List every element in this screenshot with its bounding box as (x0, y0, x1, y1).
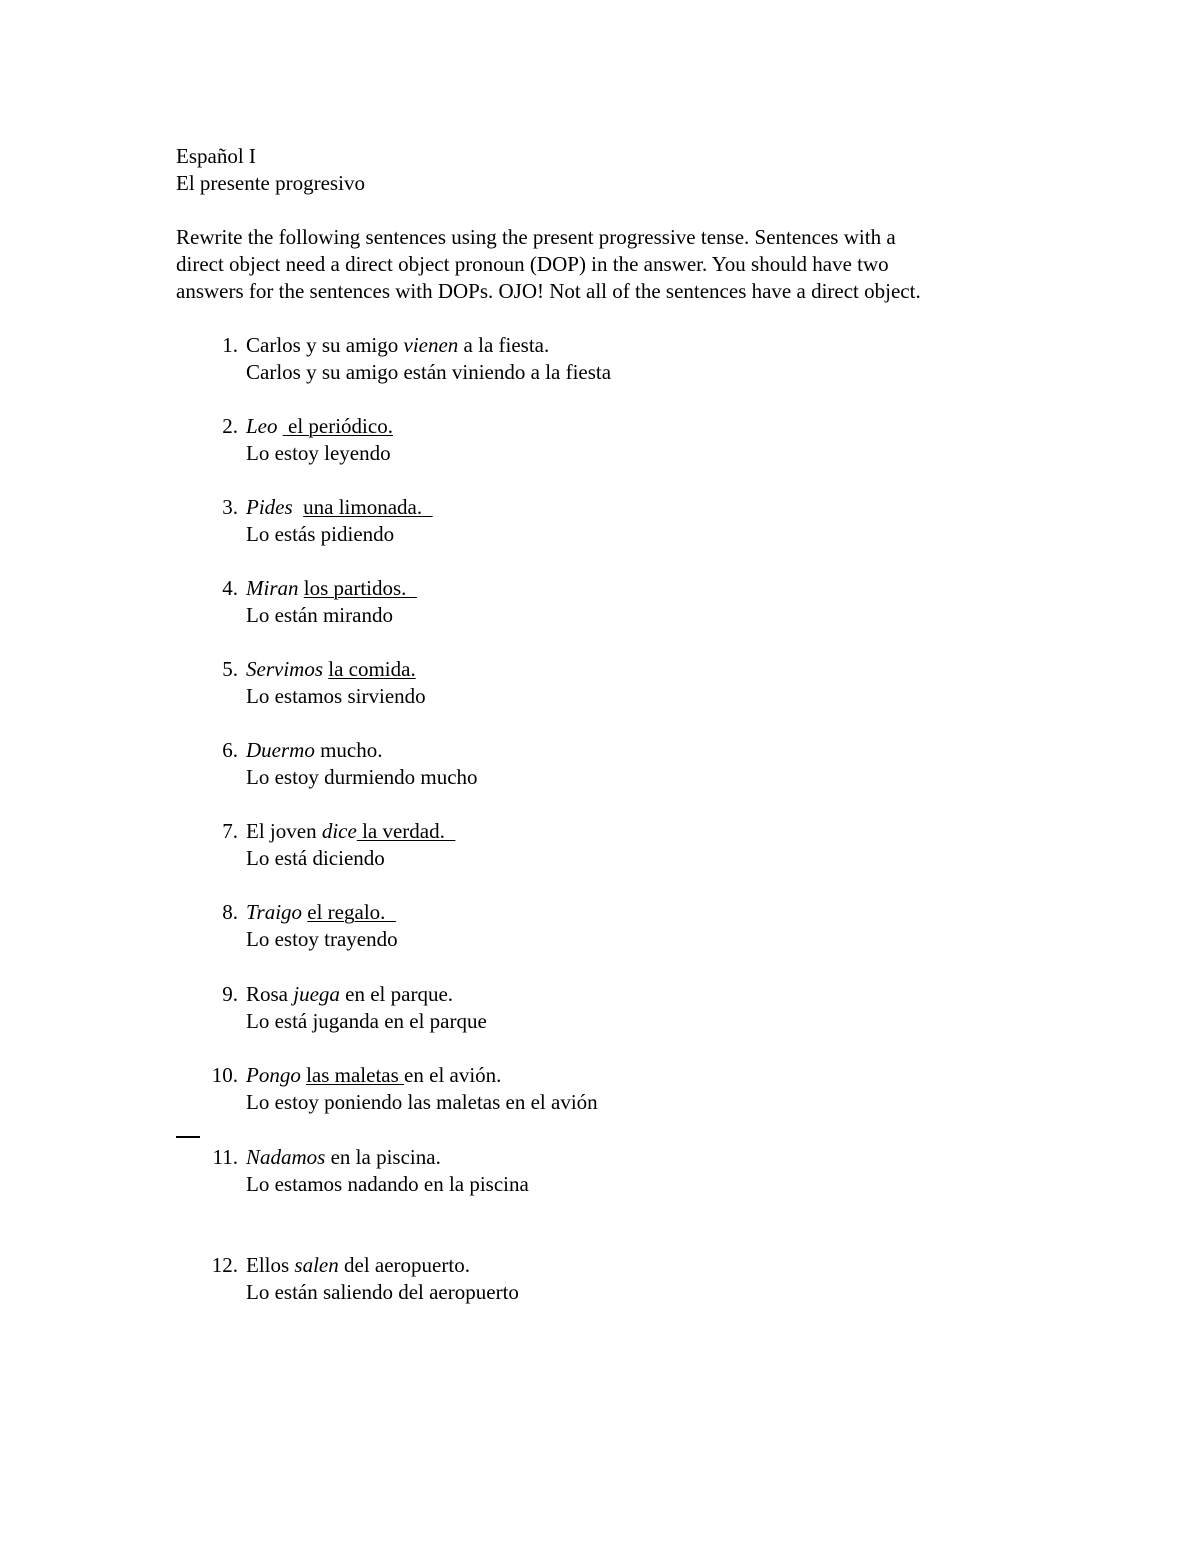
topic-title: El presente progresivo (176, 171, 365, 195)
instructions-line-2: direct object need a direct object pronoun (DOP) in the answer. You should have two (176, 252, 889, 276)
item-sentence (246, 1144, 441, 1171)
item-verb: Pides (246, 495, 293, 519)
item-number: 1. (222, 333, 238, 357)
item-sentence (246, 737, 382, 764)
item-object: la verdad. (356, 819, 456, 843)
item-object: una limonada. (303, 495, 433, 519)
item-verb: dice (321, 819, 357, 843)
item-post: en la piscina. (330, 1145, 441, 1169)
item-sentence (246, 1062, 501, 1089)
item-sentence (246, 494, 433, 521)
item-pre: Carlos y su amigo (246, 333, 404, 357)
item-number: 4. (222, 576, 238, 600)
item-pre: Rosa (246, 982, 294, 1006)
item-number: 8. (222, 900, 238, 924)
item-verb: salen (294, 1253, 339, 1277)
item-answer: Lo están mirando (246, 603, 393, 627)
course-title: Español I (176, 144, 256, 168)
item-verb: Miran (246, 576, 299, 600)
item-sentence (246, 656, 416, 683)
item-object: las maletas (306, 1063, 405, 1087)
item-sentence (246, 981, 453, 1008)
item-answer: Lo está diciendo (246, 846, 385, 870)
item-number: 2. (222, 414, 238, 438)
item-verb: Duermo (246, 738, 315, 762)
item-post: mucho. (320, 738, 383, 762)
margin-dash-mark (176, 1136, 200, 1138)
item-sentence (246, 332, 549, 359)
item-verb: juega (293, 982, 340, 1006)
item-sentence (246, 575, 417, 602)
item-number: 6. (222, 738, 238, 762)
instructions-line-3: answers for the sentences with DOPs. OJO! Not all of the sentences have a direct object. (176, 279, 921, 303)
item-object: el regalo. (307, 900, 396, 924)
item-object: la comida. (328, 657, 416, 681)
item-answer: Lo están saliendo del aeropuerto (246, 1280, 519, 1304)
item-verb: Leo (246, 414, 278, 438)
item-verb: Servimos (246, 657, 323, 681)
item-number: 11. (212, 1145, 238, 1169)
item-answer: Lo está juganda en el parque (246, 1009, 487, 1033)
item-pre: El joven (246, 819, 322, 843)
item-sentence (246, 413, 393, 440)
item-answer: Lo estoy poniendo las maletas en el avión (246, 1090, 598, 1114)
item-pre: Ellos (246, 1253, 295, 1277)
item-post: en el avión. (404, 1063, 502, 1087)
item-post: del aeropuerto. (344, 1253, 470, 1277)
item-object: el periódico. (282, 414, 393, 438)
item-sentence (246, 1252, 470, 1279)
item-mid (293, 495, 304, 519)
instructions-line-1: Rewrite the following sentences using the present progressive tense. Sentences with a (176, 225, 896, 249)
item-number: 12. (211, 1253, 238, 1277)
item-number: 7. (222, 819, 238, 843)
item-sentence (246, 818, 455, 845)
item-number: 9. (222, 982, 238, 1006)
item-sentence (246, 899, 396, 926)
item-verb: Pongo (246, 1063, 301, 1087)
item-number: 10. (211, 1063, 238, 1087)
item-post: a la fiesta. (463, 333, 550, 357)
item-answer: Lo estamos nadando en la piscina (246, 1172, 529, 1196)
item-answer: Lo estoy trayendo (246, 927, 398, 951)
item-number: 3. (222, 495, 238, 519)
item-answer: Carlos y su amigo están viniendo a la fiesta (246, 360, 612, 384)
item-object: los partidos. (303, 576, 417, 600)
item-number: 5. (222, 657, 238, 681)
item-post: en el parque. (345, 982, 454, 1006)
item-answer: Lo estoy durmiendo mucho (246, 765, 478, 789)
item-answer: Lo estás pidiendo (246, 522, 395, 546)
item-verb: vienen (403, 333, 459, 357)
item-answer: Lo estamos sirviendo (246, 684, 426, 708)
item-answer: Lo estoy leyendo (246, 441, 391, 465)
item-verb: Traigo (246, 900, 303, 924)
item-verb: Nadamos (246, 1145, 326, 1169)
